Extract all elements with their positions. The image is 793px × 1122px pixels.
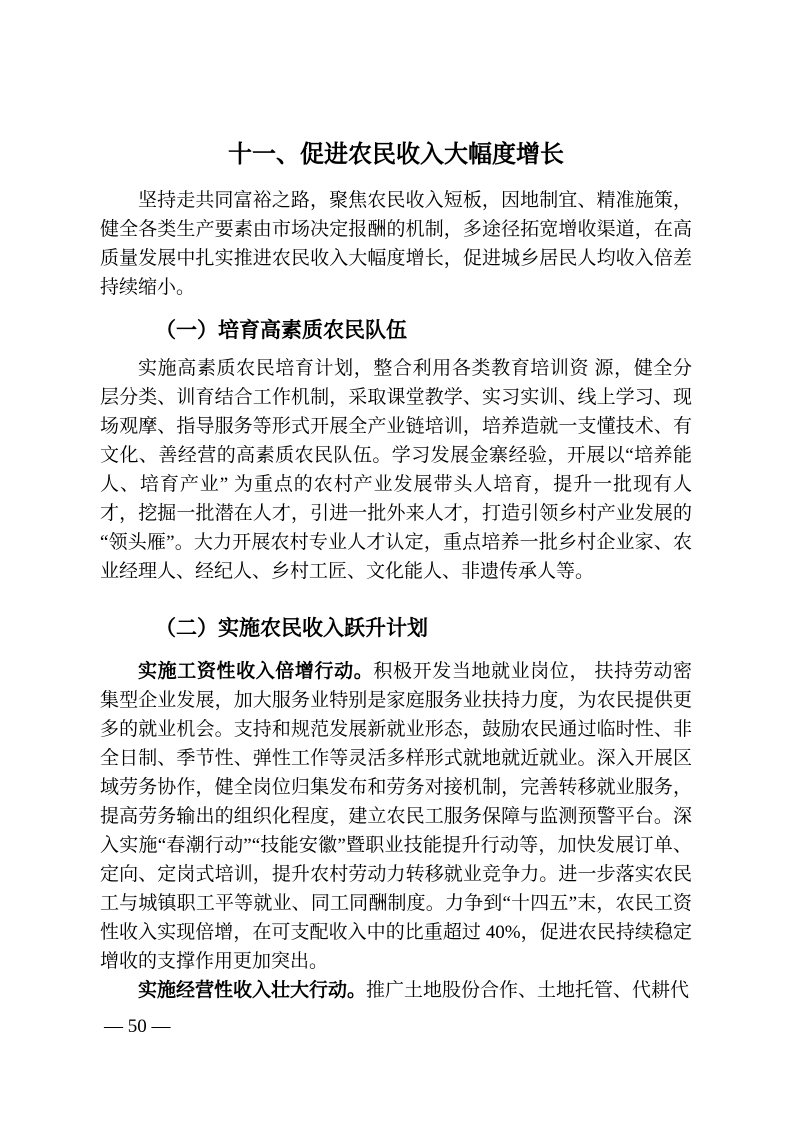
business-income-action-lead: 实施经营性收入壮大行动。 [138,980,367,1001]
business-income-action-body: 推广土地股份合作、土地托管、代耕代 [366,980,690,1001]
page-title: 十一、促进农民收入大幅度增长 [228,141,564,168]
wage-income-action-body: 积极开发当地就业岗位， 扶持劳动密集型企业发展，加大服务业特别是家庭服务业扶持力度，为农民提供更多的就业机会。支持和规范发展新就业形态，鼓励农民通过临时性、非全日制、季节性、弹性工作等灵活多样形式就地就近就业。深入开展区域劳务协作，健全岗位归集发布和劳务对接机制，完善转移就业服务，提高劳务输出的组织化程度，建立农民工服务保障与监测预警平台。深入实施“春潮行动”“技能安徽”暨职业技能提升行动等，加快发展订单、定向、定岗式培训，提升农村劳动力转移就业竞争力。进一步落实农民工与城镇职工平等就业、同工同酬制度。力争到“十四五”末，农民工资性收入实现倍增，在可支配收入中的比重超过 40%，促进农民持续稳定增收的支撑作用更加突出。 [100,661,692,972]
section-1-heading: （一）培育高素质农民队伍 [155,319,407,342]
wage-income-action-lead: 实施工资性收入倍增行动。 [138,661,374,682]
document-content [100,140,692,1005]
business-income-paragraph [100,976,692,1005]
section-1-paragraph: 实施高素质农民培育计划，整合利用各类教育培训资 源，健全分层分类、训育结合工作机制，采取课堂教学、实习实训、线上学习、现场观摩、指导服务等形式开展全产业链培训，培养造就一支懂技术、有文化、善经营的高素质农民队伍。学习发展金寨经验，开展以“培养能人、培育产业” 为重点的农村产业发展带头人培育，提升一批现有人才，挖掘一批潜在人才，引进一批外来人才，打造引领乡村产业发展的“领头雁”。大力开展农村专业人才认定，重点培养一批乡村企业家、农业经理人、经纪人、乡村工匠、文化能人、非遗传承人等。 [100,358,692,582]
intro-paragraph: 坚持走共同富裕之路，聚焦农民收入短板，因地制宜、精准施策，健全各类生产要素由市场决定报酬的机制，多途径拓宽增收渠道，在高质量发展中扎实推进农民收入大幅度增长，促进城乡居民人均收入倍差持续缩小。 [100,190,692,298]
wage-income-paragraph [100,657,692,976]
page-number: — 50 — [104,1016,171,1037]
section-2-heading: （二）实施农民收入跃升计划 [155,617,428,640]
